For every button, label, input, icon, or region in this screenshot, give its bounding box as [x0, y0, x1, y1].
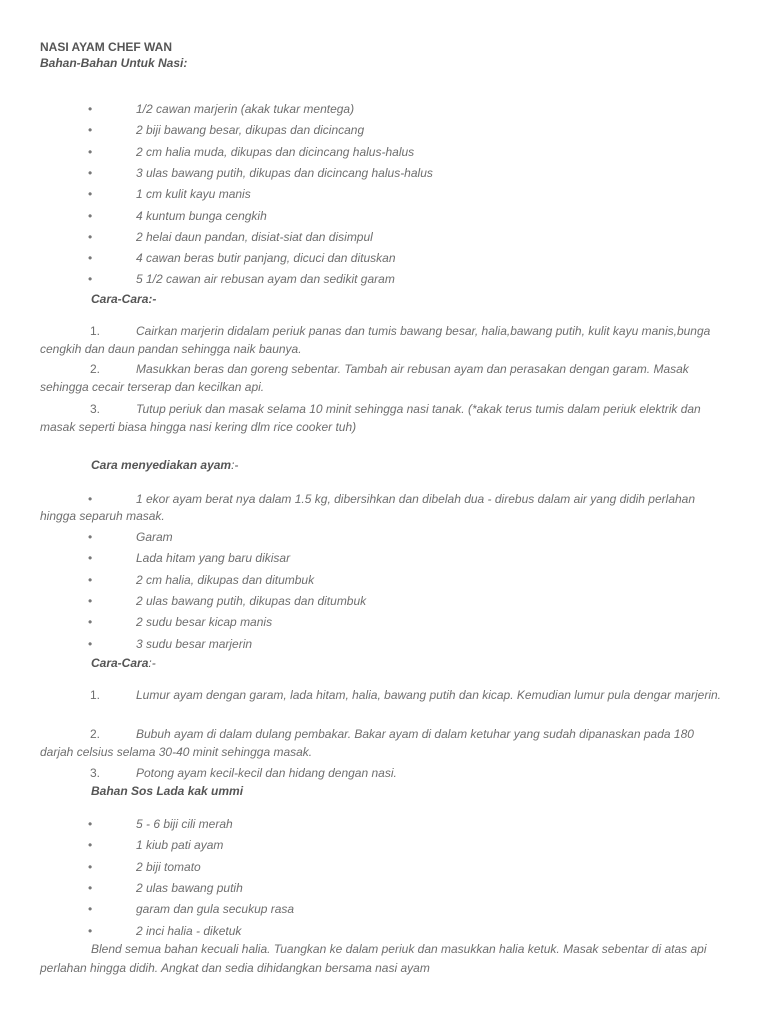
ingredient-text: 2 cm halia, dikupas dan ditumbuk: [136, 572, 315, 587]
step-number: 2.: [90, 362, 101, 376]
bullet-icon: •: [88, 572, 93, 587]
step-text: Lumur ayam dengan garam, lada hitam, halia, bawang putih dan kicap. Kemudian lumur pula dengar marjerin.: [136, 688, 722, 702]
nasi-ingredient-item: [88, 101, 748, 118]
nasi-steps-heading: Cara-Cara:-: [91, 292, 157, 306]
bullet-icon: •: [88, 165, 93, 180]
ingredient-text: 3 ulas bawang putih, dikupas dan dicincang halus-halus: [136, 165, 433, 180]
step-text: Bubuh ayam di dalam dulang pembakar. Bakar ayam di dalam ketuhar yang sudah dipanaskan pada 180 darjah celsius selama 30-40 minit sehingga masak.: [40, 727, 694, 759]
ayam-heading-main: Cara menyediakan ayam: [91, 458, 232, 472]
ingredient-text: 5 - 6 biji cili merah: [136, 817, 233, 831]
bullet-icon: •: [88, 880, 93, 895]
bullet-icon: •: [88, 923, 93, 938]
ingredient-text: 2 cm halia muda, dikupas dan dicincang halus-halus: [136, 144, 415, 159]
bullet-icon: •: [88, 102, 93, 116]
bullet-icon: •: [88, 144, 93, 159]
ayam-steps-heading-suffix: :-: [148, 656, 156, 670]
ingredient-text: 1/2 cawan marjerin (akak tukar mentega): [136, 102, 355, 116]
bullet-icon: •: [88, 838, 93, 853]
step-number: 1.: [90, 324, 101, 338]
bullet-icon: •: [88, 636, 93, 651]
bullet-icon: •: [88, 902, 93, 917]
ayam-step: [40, 726, 730, 761]
ingredient-text: Garam: [136, 530, 173, 544]
step-text: Masukkan beras dan goreng sebentar. Tambah air rebusan ayam dan perasakan dengan garam. Masak sehingga cecair terserap dan kecilkan api.: [40, 362, 689, 394]
sos-ingredient-item: [88, 880, 748, 897]
sos-ingredient-item: [88, 923, 748, 940]
ayam-step: [40, 687, 730, 705]
ayam-heading: [91, 458, 238, 472]
ingredient-text: 1 ekor ayam berat nya dalam 1.5 kg, dibersihkan dan dibelah dua - direbus dalam air yang didih perlahan hingga separuh masak.: [40, 492, 696, 523]
step-number: 1.: [90, 688, 101, 702]
bullet-icon: •: [88, 492, 93, 506]
nasi-ingredient-item: [88, 229, 748, 246]
nasi-step: [40, 361, 730, 396]
sos-heading: Bahan Sos Lada kak ummi: [91, 784, 244, 798]
bullet-icon: •: [88, 551, 93, 566]
step-text: Potong ayam kecil-kecil dan hidang dengan nasi.: [136, 766, 397, 780]
ingredient-text: 2 helai daun pandan, disiat-siat dan disimpul: [136, 229, 373, 244]
step-text: Cairkan marjerin didalam periuk panas dan tumis bawang besar, halia,bawang putih, kulit kayu manis,bunga cengkih dan daun pandan sehingga naik baunya.: [40, 324, 711, 356]
sos-ingredient-item: [88, 837, 748, 854]
ingredient-text: Lada hitam yang baru dikisar: [136, 551, 291, 566]
bullet-icon: •: [88, 229, 93, 244]
bullet-icon: •: [88, 615, 93, 630]
step-number: 3.: [90, 402, 101, 416]
ayam-step: [40, 765, 730, 783]
nasi-ingredient-item: [88, 186, 748, 203]
bullet-icon: •: [88, 859, 93, 874]
ingredient-text: 4 cawan beras butir panjang, dicuci dan dituskan: [136, 251, 396, 266]
step-number: 2.: [90, 727, 101, 741]
ayam-heading-suffix: :-: [231, 458, 239, 472]
ayam-ingredient-item: [88, 593, 748, 610]
nasi-ingredient-item: [88, 271, 748, 288]
ingredient-text: 1 cm kulit kayu manis: [136, 187, 251, 202]
ayam-ingredient-item: [88, 614, 748, 631]
bullet-icon: •: [88, 251, 93, 266]
ingredient-text: 2 inci halia - diketuk: [136, 923, 242, 938]
ayam-ingredient-item: [40, 491, 730, 525]
nasi-ingredient-item: [88, 250, 748, 267]
nasi-ingredient-item: [88, 144, 748, 161]
step-text: Tutup periuk dan masak selama 10 minit sehingga nasi tanak. (*akak terus tumis dalam periuk elektrik dan masak seperti biasa hingga nasi kering dlm rice cooker tuh): [40, 402, 701, 434]
ayam-ingredient-item: [88, 550, 748, 567]
ingredient-text: 5 1/2 cawan air rebusan ayam dan sedikit garam: [136, 272, 395, 287]
nasi-ingredient-item: [88, 122, 748, 139]
ingredient-text: 2 sudu besar kicap manis: [136, 615, 273, 630]
bullet-icon: •: [88, 530, 93, 544]
ayam-steps-heading-main: Cara-Cara: [91, 656, 149, 670]
bullet-icon: •: [88, 593, 93, 608]
nasi-ingredient-item: [88, 165, 748, 182]
sos-ingredient-item: [88, 859, 748, 876]
nasi-ingredient-item: [88, 208, 748, 225]
bullet-icon: •: [88, 123, 93, 138]
sos-ingredient-item: [88, 816, 748, 833]
bullet-icon: •: [88, 187, 93, 202]
sos-ingredient-item: [88, 901, 748, 918]
ingredient-text: 2 biji bawang besar, dikupas dan dicincang: [136, 123, 365, 138]
ayam-ingredient-item: [88, 529, 748, 546]
ingredient-text: 2 ulas bawang putih: [136, 880, 243, 895]
recipe-title: NASI AYAM CHEF WAN: [40, 40, 173, 54]
bullet-icon: •: [88, 817, 93, 831]
sos-instructions: Blend semua bahan kecuali halia. Tuangkan ke dalam periuk dan masukkan halia ketuk. Masak sebentar di atas api perlahan hingga didih. Angkat dan sedia dihidangkan bersama nasi ayam: [40, 942, 707, 975]
ayam-ingredient-item: [88, 636, 748, 653]
nasi-step: [40, 401, 730, 436]
ingredient-text: 4 kuntum bunga cengkih: [136, 208, 267, 223]
ingredient-text: 2 ulas bawang putih, dikupas dan ditumbuk: [136, 593, 367, 608]
nasi-step: [40, 323, 730, 358]
ayam-steps-heading: [91, 656, 156, 670]
nasi-ingredients-heading: Bahan-Bahan Untuk Nasi:: [40, 56, 188, 70]
bullet-icon: •: [88, 208, 93, 223]
ayam-ingredient-item: [88, 572, 748, 589]
bullet-icon: •: [88, 272, 93, 287]
ingredient-text: 1 kiub pati ayam: [136, 838, 224, 853]
ingredient-text: 3 sudu besar marjerin: [136, 636, 253, 651]
step-number: 3.: [90, 766, 101, 780]
ingredient-text: 2 biji tomato: [136, 859, 201, 874]
ingredient-text: garam dan gula secukup rasa: [136, 902, 295, 917]
